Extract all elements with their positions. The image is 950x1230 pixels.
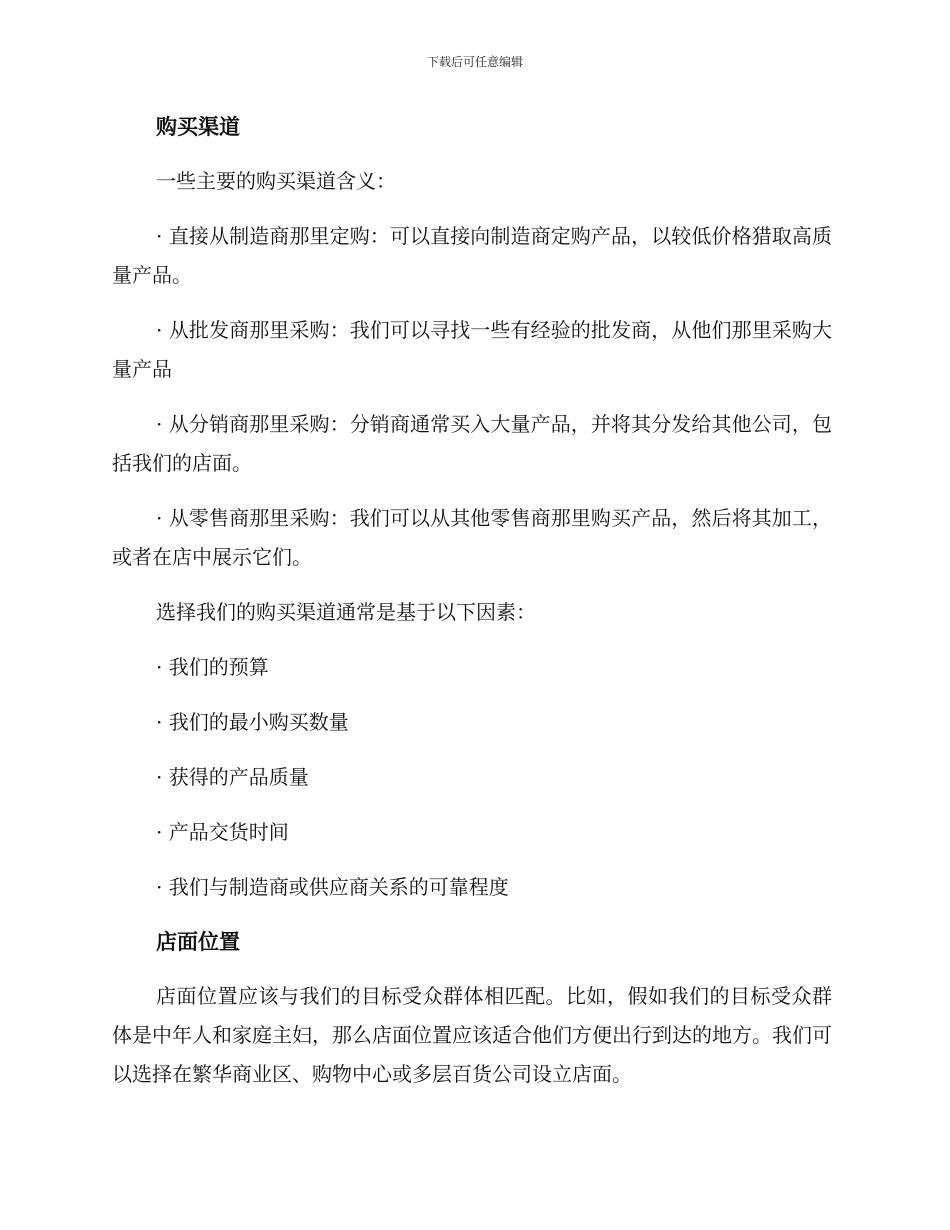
channel-item-retailer: · 从零售商那里采购：我们可以从其他零售商那里购买产品，然后将其加工，或者在店中展示它们。	[112, 506, 832, 569]
document-body	[112, 108, 832, 1110]
header-note: 下载后可任意编辑	[426, 55, 523, 69]
factor-item-quality: · 获得的产品质量	[156, 765, 309, 789]
channels-intro: 一些主要的购买渠道含义：	[156, 169, 396, 193]
channel-item-distributor: · 从分销商那里采购：分销商通常买入大量产品，并将其分发给其他公司，包括我们的店面。	[112, 412, 832, 475]
factor-item-delivery-time: · 产品交货时间	[156, 820, 289, 844]
channel-item-wholesaler: · 从批发商那里采购：我们可以寻找一些有经验的批发商，从他们那里采购大量产品	[112, 318, 832, 381]
factors-intro: 选择我们的购买渠道通常是基于以下因素：	[156, 600, 536, 624]
factor-item-min-quantity: · 我们的最小购买数量	[156, 710, 349, 734]
channel-item-manufacturer: · 直接从制造商那里定购：可以直接向制造商定购产品，以较低价格猎取高质量产品。	[112, 224, 832, 287]
factor-item-reliability: · 我们与制造商或供应商关系的可靠程度	[156, 875, 509, 899]
section-heading-purchase-channels: 购买渠道	[156, 114, 240, 139]
store-location-body: 店面位置应该与我们的目标受众群体相匹配。比如，假如我们的目标受众群体是中年人和家庭主妇，那么店面位置应该适合他们方便出行到达的地方。我们可以选择在繁华商业区、购物中心或多层百货公司设立店面。	[112, 984, 832, 1086]
section-heading-store-location: 店面位置	[156, 929, 240, 954]
factor-item-budget: · 我们的预算	[156, 655, 269, 679]
